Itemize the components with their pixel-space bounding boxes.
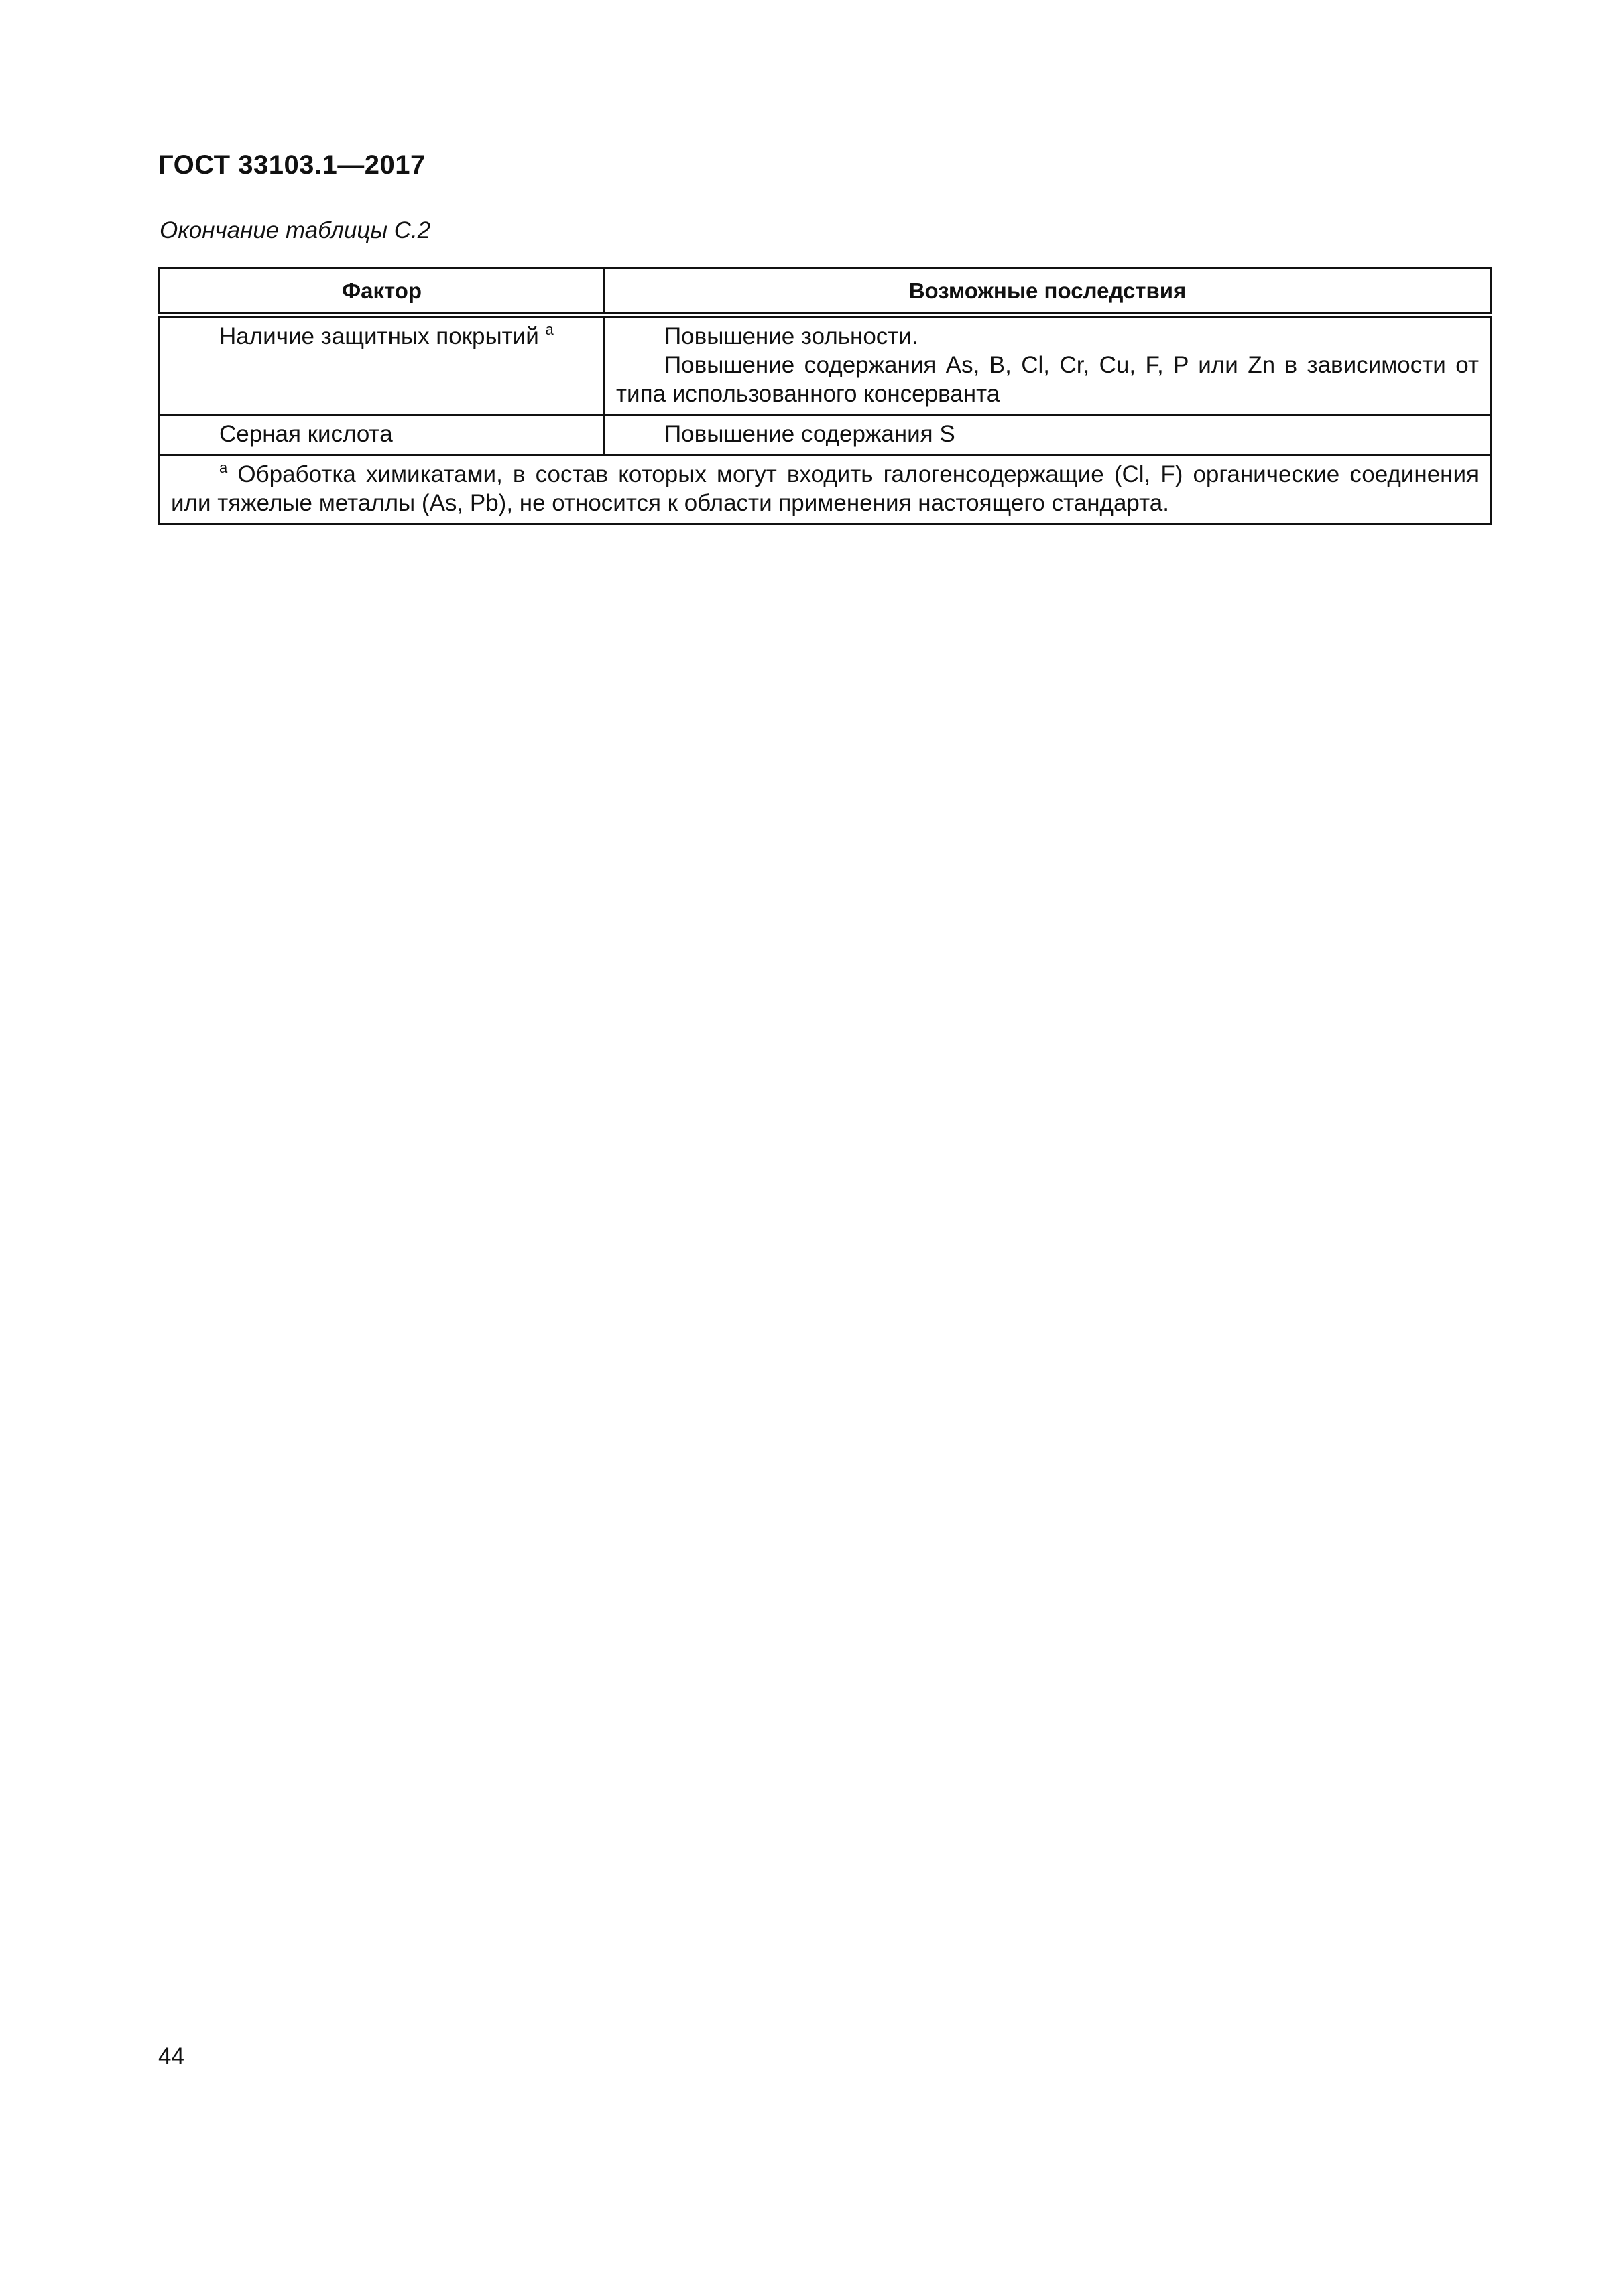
consequence-text: Повышение содержания S <box>664 421 955 447</box>
consequences-cell <box>605 415 1491 455</box>
footnote-text: Обработка химикатами, в состав которых могут входить галогенсодержащие (Cl, F) органические соединения или тяжелые металлы (As, Pb), не относится к области применения настоящего стандарта. <box>171 461 1479 516</box>
table-caption: Окончание таблицы С.2 <box>160 217 431 243</box>
factor-cell <box>160 415 605 455</box>
table-row <box>160 415 1491 455</box>
factor-text: Наличие защитных покрытий <box>219 323 539 349</box>
column-header-factor: Фактор <box>160 268 605 315</box>
factor-text-line <box>171 322 593 351</box>
table-header-row <box>160 268 1491 315</box>
page-number: 44 <box>158 2043 184 2069</box>
footnote-cell <box>160 455 1491 524</box>
factor-cell <box>160 315 605 415</box>
table-row <box>160 315 1491 415</box>
footnote-row <box>160 455 1491 524</box>
document-header: ГОСТ 33103.1—2017 <box>158 150 426 180</box>
consequence-text: Повышение зольности. <box>664 323 918 349</box>
factors-table <box>158 267 1492 525</box>
consequences-cell <box>605 315 1491 415</box>
footnote-mark: a <box>219 459 228 476</box>
column-header-consequences: Возможные последствия <box>605 268 1491 315</box>
footnote-line <box>171 460 1479 518</box>
footnote-mark: a <box>545 321 554 338</box>
consequence-text: Повышение содержания As, B, Cl, Cr, Cu, F, P или Zn в зависимости от типа использованного консерванта <box>616 352 1479 407</box>
factor-text: Серная кислота <box>219 421 393 447</box>
